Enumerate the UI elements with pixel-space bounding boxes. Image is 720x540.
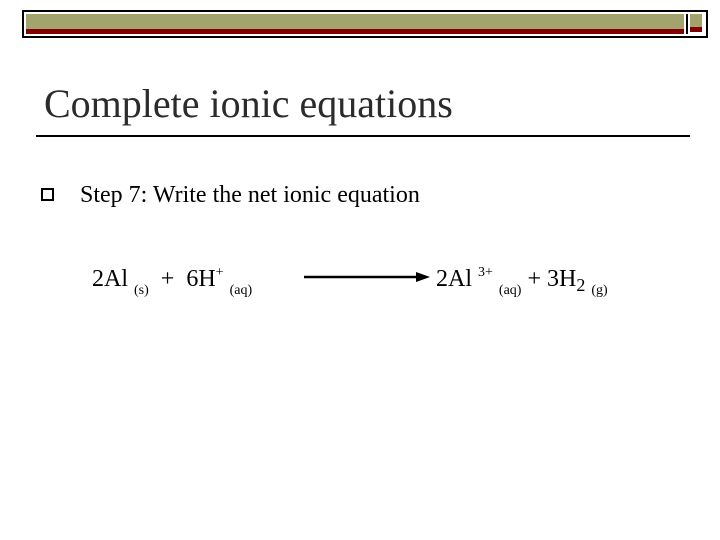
product-h-subscript: 2 [576, 275, 586, 295]
top-bar-end-olive [690, 14, 702, 27]
equation-reactants [92, 256, 252, 308]
product-plus: + [527, 266, 541, 292]
reactant-h: 6H [186, 266, 216, 292]
product-al-charge: 3+ [478, 265, 493, 280]
reactant-al-state: (s) [134, 283, 149, 298]
reactant-h-charge: + [215, 265, 224, 280]
top-bar-olive-band [26, 14, 684, 29]
top-bar-maroon-band [26, 29, 684, 34]
product-al-state: (aq) [498, 283, 522, 298]
bullet-square-icon [41, 188, 54, 201]
reactant-h-state: (aq) [229, 283, 253, 298]
reactant-al: 2Al [92, 266, 128, 292]
product-al: 2Al [436, 266, 472, 292]
bullet-text: Step 7: Write the net ionic equation [80, 182, 420, 208]
product-h: 3H [547, 266, 577, 292]
equation-products [436, 256, 608, 308]
slide-title: Complete ionic equations [44, 81, 453, 126]
top-bar-end-maroon [690, 27, 702, 32]
top-bar-end-box [686, 14, 704, 34]
reaction-arrow-icon [304, 270, 430, 284]
reactant-plus: + [160, 266, 175, 292]
top-decorative-bar [22, 10, 708, 38]
product-h-state: (g) [591, 283, 608, 298]
title-divider [36, 135, 690, 137]
